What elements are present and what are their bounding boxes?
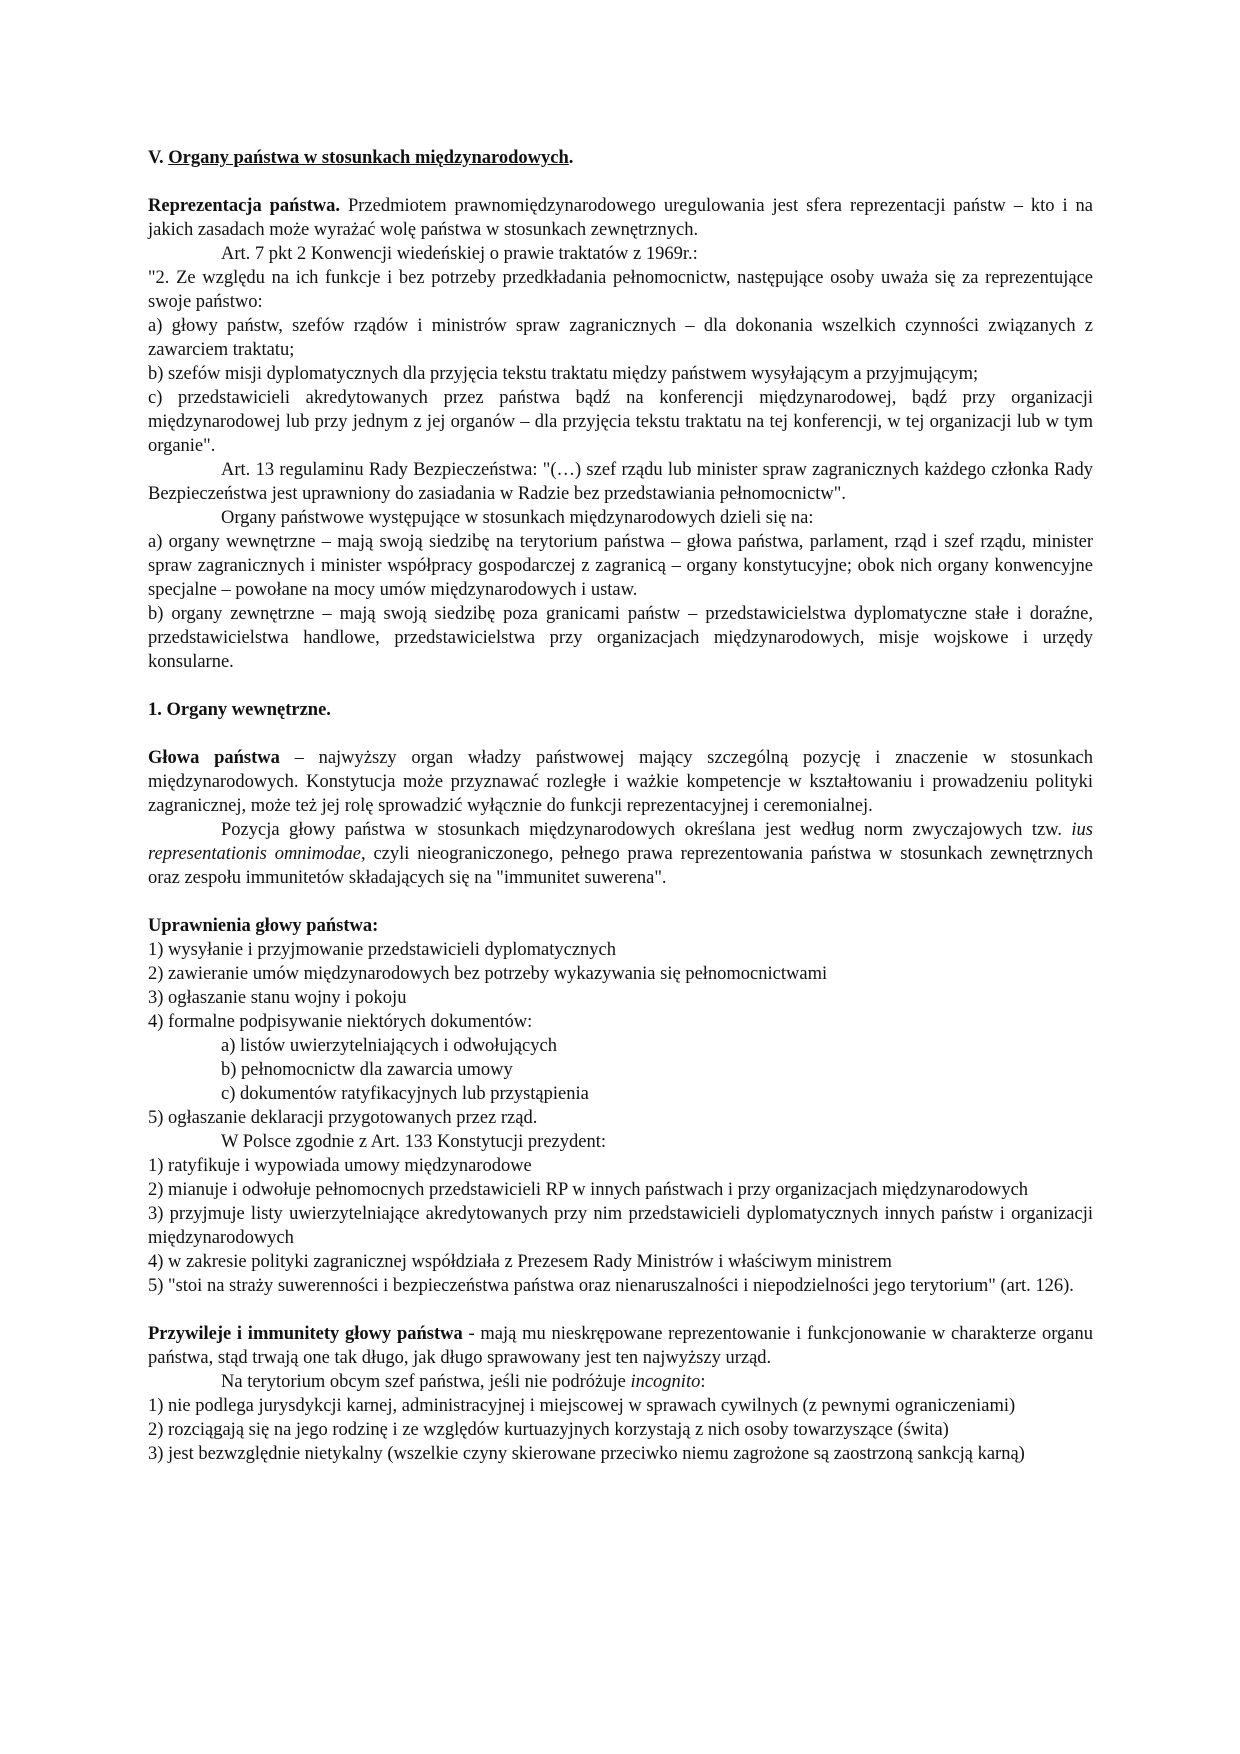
spacer bbox=[148, 170, 1093, 194]
section-heading-text: 1. Organy wewnętrzne. bbox=[148, 700, 331, 720]
art7-quote: "2. Ze względu na ich funkcje i bez potrzeby przedkładania pełnomocnictw, następujące osoby uważa się za reprezentujące swoje państwo: bbox=[148, 268, 1093, 312]
privileges-item: 2) rozciągają się na jego rodzinę i ze względów kurtuazyjnych korzystają z nich osoby towarzyszące (świta) bbox=[148, 1420, 949, 1440]
powers-item: 3) ogłaszanie stanu wojny i pokoju bbox=[148, 988, 407, 1008]
privileges-item: 1) nie podlega jurysdykcji karnej, administracyjnej i miejscowej w sprawach cywilnych (z pewnymi ograniczeniami) bbox=[148, 1396, 1016, 1416]
powers-subitem: c) dokumentów ratyfikacyjnych lub przystąpienia bbox=[221, 1084, 589, 1104]
powers-subitem: b) pełnomocnictw dla zawarcia umowy bbox=[221, 1060, 513, 1080]
art13-paragraph: Art. 13 regulaminu Rady Bezpieczeństwa: "(…) szef rządu lub minister spraw zagranicznych każdego członka Rady Bezpieczeństwa jest uprawniony do zasiadania w Radzie bez przedstawiania pełnomocnictw". bbox=[148, 460, 1093, 504]
powers-item: 2) zawieranie umów międzynarodowych bez potrzeby wykazywania się pełnomocnictwami bbox=[148, 964, 828, 984]
document-page bbox=[148, 146, 1093, 1466]
privileges-body: - mają mu nieskrępowane reprezentowanie i funkcjonowanie w charakterze organu państwa, stąd trwają one tak długo, jak długo sprawowany jest ten najwyższy urząd. bbox=[148, 1324, 1093, 1368]
title-text: Organy państwa w stosunkach międzynarodowych bbox=[168, 148, 569, 168]
territory-text-a: Na terytorium obcym szef państwa, jeśli nie podróżuje bbox=[221, 1372, 631, 1392]
intro-body: Przedmiotem prawnomiędzynarodowego uregulowania jest sfera reprezentacji państw – kto i na jakich zasadach może wyrażać wolę państwa w stosunkach zewnętrznych. bbox=[148, 196, 1093, 240]
organs-intro: Organy państwowe występujące w stosunkach międzynarodowych dzieli się na: bbox=[221, 508, 814, 528]
powers-item: 5) ogłaszanie deklaracji przygotowanych przez rząd. bbox=[148, 1108, 538, 1128]
organs-item-a: a) organy wewnętrzne – mają swoją siedzibę na terytorium państwa – głowa państwa, parlament, rząd i szef rządu, minister spraw zagranicznych i minister współpracy gospodarczej z zagranicą – organy konstytucyjne; obok nich organy konwencyjne specjalne – powołane na mocy umów międzynarodowych i ustaw. bbox=[148, 532, 1093, 600]
territory-text-b: : bbox=[700, 1372, 706, 1392]
quote-item-b: b) szefów misji dyplomatycznych dla przyjęcia tekstu traktatu między państwem wysyłającym a przyjmującym; bbox=[148, 364, 979, 384]
intro-paragraph bbox=[148, 194, 1093, 242]
document-title bbox=[148, 146, 1093, 170]
powers-item: 1) wysyłanie i przyjmowanie przedstawicieli dyplomatycznych bbox=[148, 940, 617, 960]
quote-item-c: c) przedstawicieli akredytowanych przez państwa bądź na konferencji międzynarodowej, bądź przy organizacji międzynarodowej lub przy jednym z jej organów – dla przyjęcia tekstu traktatu na tej konferencji, w tej organizacji lub w tym organie". bbox=[148, 388, 1093, 456]
poland-item: 3) przyjmuje listy uwierzytelniające akredytowanych przy nim przedstawicieli dyplomatycznych innych państw i organizacji międzynarodowych bbox=[148, 1204, 1093, 1248]
poland-item: 5) "stoi na straży suwerenności i bezpieczeństwa państwa oraz nienaruszalności i niepodzielności jego terytorium" (art. 126). bbox=[148, 1276, 1074, 1296]
spacer bbox=[148, 722, 1093, 746]
position-paragraph bbox=[148, 818, 1093, 890]
title-number: V. bbox=[148, 148, 169, 168]
title-end: . bbox=[568, 148, 574, 168]
privileges-lead: Przywileje i immunitety głowy państwa bbox=[148, 1324, 463, 1344]
head-of-state-body: – najwyższy organ władzy państwowej mający szczególną pozycję i znaczenie w stosunkach międzynarodowych. Konstytucja może przyznawać rozległe i ważkie kompetencje w kształtowaniu i prowadzeniu polityki zagranicznej, może też jej rolę sprowadzić wyłącznie do funkcji reprezentacyjnej i ceremonialnej. bbox=[148, 748, 1093, 816]
privileges-item: 3) jest bezwzględnie nietykalny (wszelkie czyny skierowane przeciwko niemu zagrożone są zaostrzoną sankcją karną) bbox=[148, 1444, 1025, 1464]
head-of-state-paragraph bbox=[148, 746, 1093, 818]
privileges-paragraph bbox=[148, 1322, 1093, 1370]
powers-subitem: a) listów uwierzytelniających i odwołujących bbox=[221, 1036, 557, 1056]
quote-item-a: a) głowy państw, szefów rządów i ministrów spraw zagranicznych – dla dokonania wszelkich czynności związanych z zawarciem traktatu; bbox=[148, 316, 1093, 360]
powers-item: 4) formalne podpisywanie niektórych dokumentów: bbox=[148, 1012, 533, 1032]
powers-heading-text: Uprawnienia głowy państwa: bbox=[148, 916, 379, 936]
intro-lead: Reprezentacja państwa. bbox=[148, 196, 341, 216]
section-heading-internal bbox=[148, 698, 1093, 722]
territory-incognito: incognito bbox=[630, 1372, 701, 1392]
poland-intro: W Polsce zgodnie z Art. 133 Konstytucji prezydent: bbox=[221, 1132, 606, 1152]
spacer bbox=[148, 890, 1093, 914]
spacer bbox=[148, 1298, 1093, 1322]
position-text-b: czyli nieograniczonego, pełnego prawa reprezentowania państwa w stosunkach zewnętrznych oraz zespołu immunitetów składających się na "immunitet suwerena". bbox=[148, 844, 1093, 888]
poland-item: 2) mianuje i odwołuje pełnomocnych przedstawicieli RP w innych państwach i przy organizacjach międzynarodowych bbox=[148, 1180, 1029, 1200]
poland-item: 1) ratyfikuje i wypowiada umowy międzynarodowe bbox=[148, 1156, 532, 1176]
spacer bbox=[148, 674, 1093, 698]
organs-item-b: b) organy zewnętrzne – mają swoją siedzibę poza granicami państw – przedstawicielstwa dyplomatyczne stałe i doraźne, przedstawicielstwa handlowe, przedstawicielstwa przy organizacjach międzynarodowych, misje wojskowe i urzędy konsularne. bbox=[148, 604, 1093, 672]
head-of-state-lead: Głowa państwa bbox=[148, 748, 280, 768]
art7-line: Art. 7 pkt 2 Konwencji wiedeńskiej o prawie traktatów z 1969r.: bbox=[221, 244, 698, 264]
powers-heading bbox=[148, 914, 1093, 938]
poland-item: 4) w zakresie polityki zagranicznej współdziała z Prezesem Rady Ministrów i właściwym ministrem bbox=[148, 1252, 892, 1272]
position-text-a: Pozycja głowy państwa w stosunkach międzynarodowych określana jest według norm zwyczajowych tzw. bbox=[221, 820, 1072, 840]
position-latin-term: ius representationis omnimodae, bbox=[148, 820, 1093, 864]
territory-line bbox=[148, 1370, 1093, 1394]
